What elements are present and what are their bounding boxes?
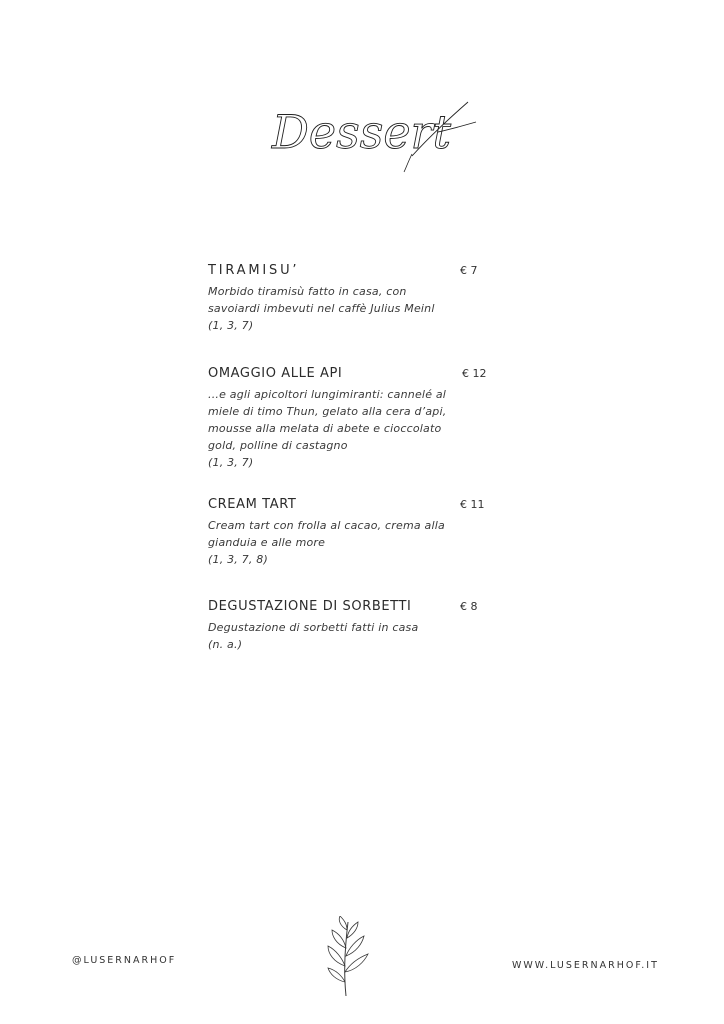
item-description [208,619,460,653]
menu-title-text: Dessert [272,105,452,159]
item-description [208,283,460,334]
item-price: € 11 [460,498,485,511]
menu-item-degustazione-di-sorbetti [208,599,498,653]
item-allergens: (1, 3, 7) [208,456,254,469]
item-name: CREAM TART [208,497,297,512]
item-price: € 12 [462,367,487,380]
instagram-handle: @LUSERNARHOF [72,955,177,966]
item-description-text: ...e agli apicoltori lungimiranti: cannelé al miele di timo Thun, gelato alla cera d’api, mousse alla melata di abete e cioccolato gold, polline di castagno [208,388,447,452]
item-description [208,517,460,568]
item-name: OMAGGIO ALLE API [208,366,343,381]
item-allergens: (1, 3, 7) [208,319,254,332]
item-description [208,386,460,471]
item-description-text: Cream tart con frolla al cacao, crema alla gianduia e alle more [208,519,445,549]
item-price: € 8 [460,600,478,613]
menu-item-cream-tart [208,497,498,568]
item-description-text: Degustazione di sorbetti fatti in casa [208,621,419,634]
menu-title [262,96,482,176]
item-description-text: Morbido tiramisù fatto in casa, con savoiardi imbevuti nel caffè Julius Meinl [208,285,435,315]
menu-item-omaggio-alle-api [208,366,498,471]
item-name: TIRAMISU’ [208,263,300,278]
website-url: WWW.LUSERNARHOF.IT [512,960,659,971]
item-allergens: (1, 3, 7, 8) [208,553,268,566]
olive-sprig-icon [322,916,374,998]
item-allergens: (n. a.) [208,638,243,651]
item-price: € 7 [460,264,478,277]
item-name: DEGUSTAZIONE DI SORBETTI [208,599,412,614]
menu-item-tiramisu [208,263,498,334]
